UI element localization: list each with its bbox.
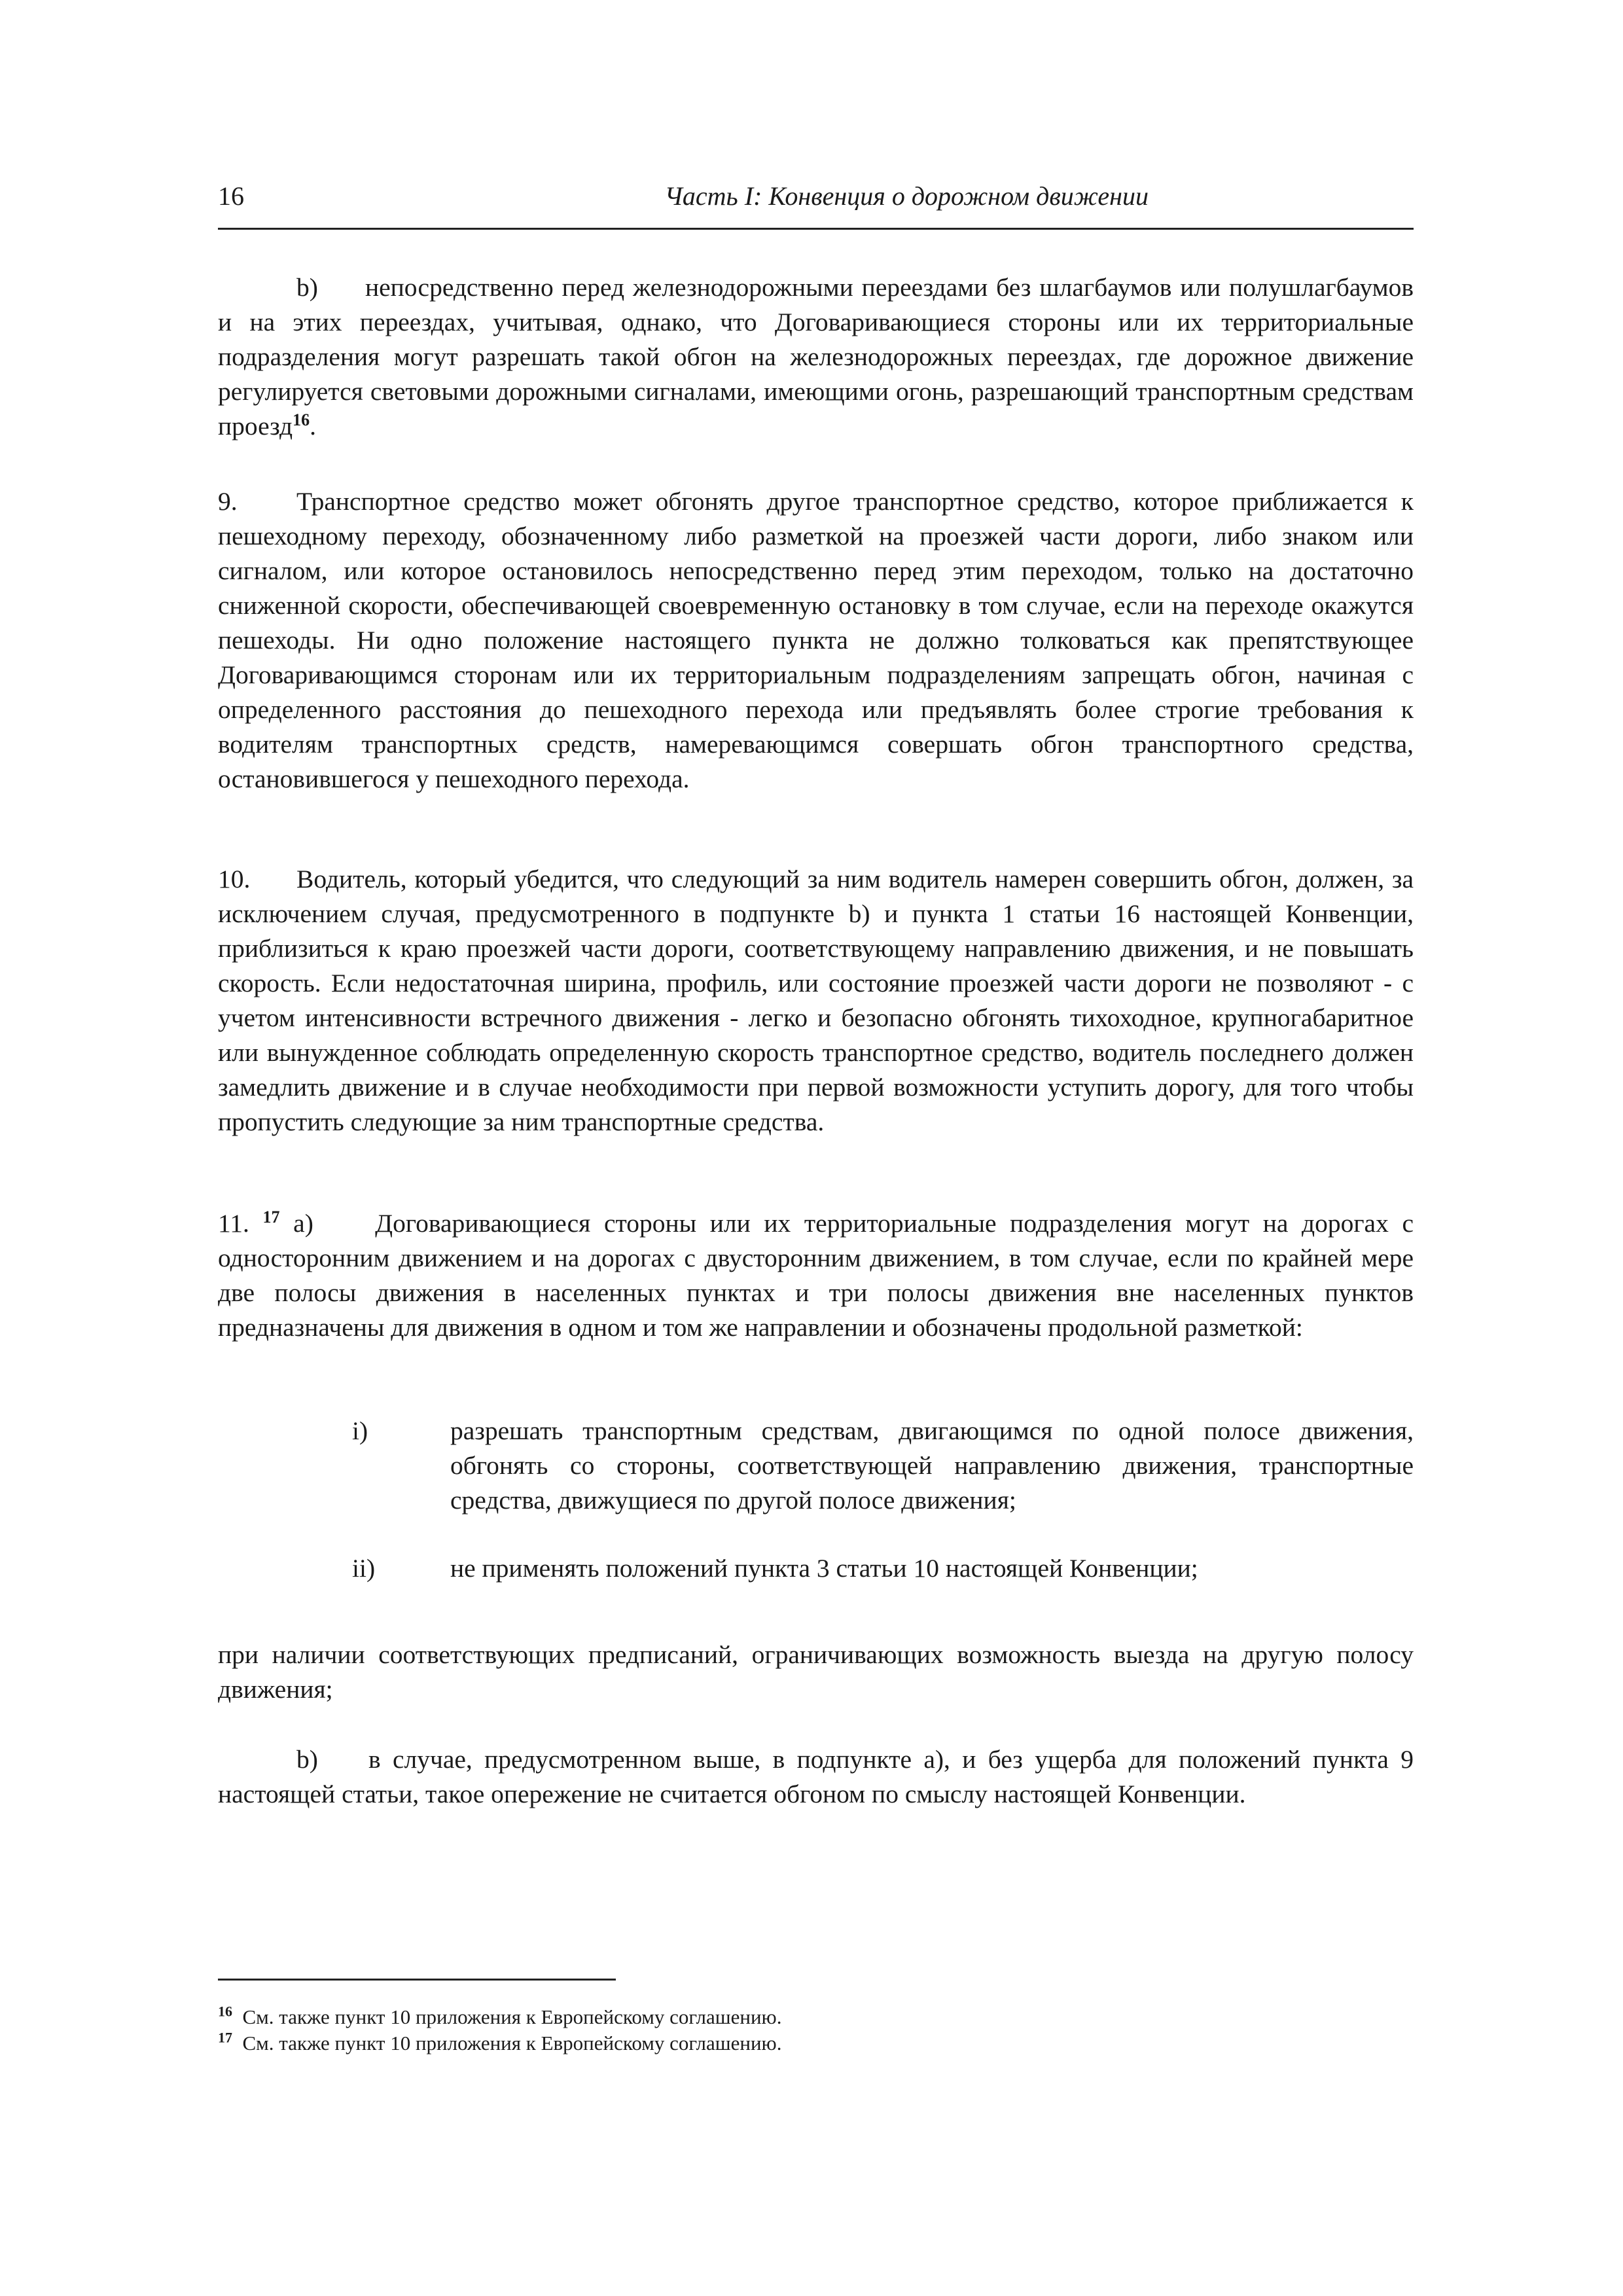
footnote-text: См. также пункт 10 приложения к Европейскому соглашению. <box>242 2032 782 2054</box>
paragraph-10 <box>218 862 1414 1139</box>
footnote-divider <box>218 1979 616 1981</box>
subpoint-label: a) <box>293 1209 313 1238</box>
footnote-16 <box>218 2004 1414 2030</box>
list-item-label: i) <box>352 1416 368 1445</box>
list-item-text: разрешать транспортным средствам, двигающимся по одной полосе движения, обгонять со стороны, соответствующей направлению движения, транспортные средства, движущиеся по другой полосе движения; <box>450 1416 1414 1515</box>
list-item-label: ii) <box>352 1554 376 1583</box>
footnote-number: 16 <box>218 2003 232 2020</box>
paragraph-11a-tail: при наличии соответствующих предписаний, ограничивающих возможность выезда на другую полосу движения; <box>218 1640 1414 1704</box>
document-page <box>218 0 1414 2296</box>
paragraph-11a <box>218 1206 1414 1345</box>
paragraph-number: 9. <box>218 487 238 516</box>
footnote-17 <box>218 2030 1414 2056</box>
footnote-number: 17 <box>218 2029 232 2046</box>
page-header <box>218 175 1414 230</box>
paragraph-text: в случае, предусмотренном выше, в подпункте a), и без ущерба для положений пункта 9 настоящей статьи, такое опережение не считается обгоном по смыслу настоящей Конвенции. <box>218 1745 1414 1808</box>
footnote-text: См. также пункт 10 приложения к Европейскому соглашению. <box>242 2005 782 2028</box>
paragraph-text: Водитель, который убедится, что следующий за ним водитель намерен совершить обгон, должен, за исключением случая, предусмотренного в подпункте b) и пункта 1 статьи 16 настоящей Конвенции, приблизиться к краю проезжей части дороги, соответствующему направлению движения, и не повышать скорость. Если недостаточная ширина, профиль, или состояние проезжей части дороги не позволяют - с учетом интенсивности встречного движения - легко и безопасно обгонять тихоходное, крупногабаритное или вынужденное соблюдать определенную скорость транспортное средство, водитель последнего должен замедлить движение и в случае необходимости при первой возможности уступить дорогу, для того чтобы пропустить следующие за ним транспортные средства. <box>218 865 1414 1136</box>
footnotes <box>218 2004 1414 2056</box>
page-number: 16 <box>218 181 244 211</box>
paragraph-11b <box>218 1742 1414 1812</box>
paragraph-end: . <box>310 412 316 440</box>
paragraph-9 <box>218 484 1414 797</box>
list-item-text: не применять положений пункта 3 статьи 10 настоящей Конвенции; <box>450 1554 1198 1583</box>
paragraph-text: Договаривающиеся стороны или их территориальные подразделения могут на дорогах с односторонним движением и на дорогах с двусторонним движением, в том случае, если по крайней мере две полосы движения в населенных пунктах и три полосы движения вне населенных пунктов предназначены для движения в одном и том же направлении и обозначены продольной разметкой: <box>218 1209 1414 1342</box>
subpoint-label: b) <box>296 1745 318 1774</box>
running-title: Часть I: Конвенция о дорожном движении <box>664 181 1149 211</box>
paragraph-number: 10. <box>218 865 251 893</box>
footnote-ref-17: 17 <box>262 1207 280 1227</box>
footnote-ref-16: 16 <box>293 410 310 429</box>
subpoint-label: b) <box>296 273 318 302</box>
paragraph-number: 11. <box>218 1209 249 1238</box>
paragraph-8b <box>218 270 1414 444</box>
paragraph-text: Транспортное средство может обгонять другое транспортное средство, которое приближается к пешеходному переходу, обозначенному либо разметкой на проезжей части дороги, либо знаком или сигналом, или которое остановилось непосредственно перед этим переходом, только на достаточно сниженной скорости, обеспечивающей своевременную остановку в том случае, если на переходе окажутся пешеходы. Ни одно положение настоящего пункта не должно толковаться как препятствующее Договаривающимся сторонам или их территориальным подразделениям запрещать обгон, начиная с определенного расстояния до пешеходного перехода или предъявлять более строгие требования к водителям транспортных средств, намеревающимся совершать обгон транспортного средства, остановившегося у пешеходного перехода. <box>218 487 1414 793</box>
paragraph-text: непосредственно перед железнодорожными переездами без шлагбаумов или полушлагбаумов и на этих переездах, учитывая, однако, что Договаривающиеся стороны или их территориальные подразделения могут разрешать такой обгон на железнодорожных переездах, где дорожное движение регулируется световыми дорожными сигналами, имеющими огонь, разрешающий транспортным средствам проезд <box>218 273 1414 440</box>
